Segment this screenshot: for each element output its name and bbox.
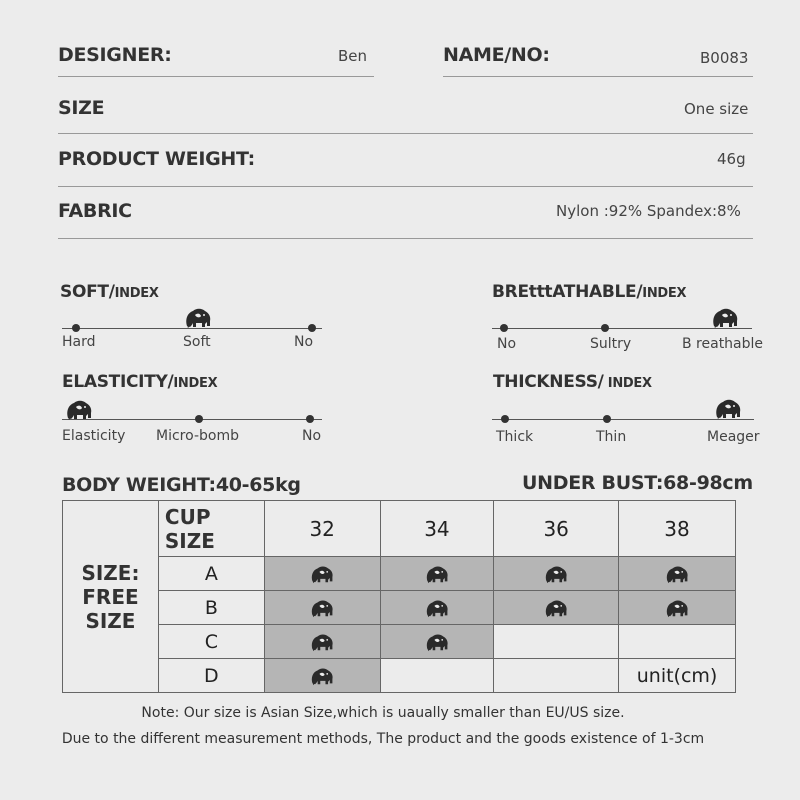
breathable-index-title: [492, 282, 686, 302]
under-bust: UNDER BUST:68-98cm: [522, 472, 753, 494]
column-header: 32: [264, 501, 380, 557]
elasticity-index-title: [62, 372, 217, 392]
weight-value: 46g: [717, 150, 746, 168]
mammoth-icon: [424, 598, 450, 619]
mammoth-icon: [309, 564, 335, 585]
column-header: 34: [380, 501, 494, 557]
thickness-dot-thin: [603, 415, 611, 423]
size-value: One size: [684, 100, 749, 118]
soft-dot-no: [308, 324, 316, 332]
name-label: NAME/NO:: [443, 44, 550, 66]
fabric-label: FABRIC: [58, 200, 132, 222]
note-line-2: Due to the different measurement methods, The product and the goods existence of 1-3cm: [61, 731, 705, 747]
table-cell: [380, 591, 494, 625]
mammoth-icon: [710, 306, 740, 330]
breathable-sub: INDEX: [642, 286, 687, 301]
table-cell: [264, 659, 380, 693]
soft-sub: INDEX: [114, 286, 159, 301]
breathable-dot-no: [500, 324, 508, 332]
thickness-label-thin: Thin: [596, 429, 627, 445]
soft-dot-hard: [72, 324, 80, 332]
table-cell: [264, 591, 380, 625]
weight-label: PRODUCT WEIGHT:: [58, 148, 255, 170]
mammoth-icon: [424, 632, 450, 653]
divider: [58, 186, 753, 187]
breathable-dot-sultry: [601, 324, 609, 332]
mammoth-icon: [543, 564, 569, 585]
table-cell: [494, 659, 619, 693]
table-cell: [264, 557, 380, 591]
divider: [58, 238, 753, 239]
column-header: 36: [494, 501, 619, 557]
table-cell: [264, 625, 380, 659]
table-row: [63, 625, 736, 659]
size-label: SIZE: [58, 97, 105, 119]
breathable-title: BREtttATHABLE/: [492, 282, 643, 302]
note-line-1: Note: Our size is Asian Size,which is uaually smaller than EU/US size.: [141, 705, 625, 721]
breathable-label-sultry: Sultry: [590, 336, 632, 352]
row-header: B: [158, 591, 264, 625]
mammoth-icon: [64, 398, 94, 422]
unit-cell: unit(cm): [619, 659, 736, 693]
mammoth-icon: [424, 564, 450, 585]
fabric-value: Nylon :92% Spandex:8%: [556, 202, 741, 220]
row-header: A: [158, 557, 264, 591]
elasticity-dot-no: [306, 415, 314, 423]
table-cell: [380, 557, 494, 591]
divider: [58, 76, 374, 77]
table-cell: [380, 659, 494, 693]
table-header-row: [63, 501, 736, 557]
table-row: [63, 659, 736, 693]
mammoth-icon: [543, 598, 569, 619]
mammoth-icon: [309, 598, 335, 619]
thickness-index-title: [493, 372, 652, 392]
mammoth-icon: [183, 306, 213, 330]
breathable-label-no: No: [497, 336, 517, 352]
elasticity-label-elasticity: Elasticity: [62, 428, 126, 444]
soft-label-hard: Hard: [62, 334, 96, 350]
table-cell: [494, 557, 619, 591]
size-table: [62, 500, 736, 693]
thickness-sub: INDEX: [603, 376, 652, 391]
column-header: 38: [619, 501, 736, 557]
body-weight: BODY WEIGHT:40-65kg: [62, 474, 301, 496]
mammoth-icon: [713, 397, 743, 421]
table-cell: [619, 625, 736, 659]
mammoth-icon: [664, 564, 690, 585]
designer-value: Ben: [338, 47, 368, 65]
elasticity-sub: INDEX: [173, 376, 218, 391]
designer-label: DESIGNER:: [58, 44, 172, 66]
soft-label-no: No: [294, 334, 314, 350]
mammoth-icon: [309, 632, 335, 653]
divider: [58, 133, 753, 134]
soft-title: SOFT/: [60, 282, 115, 302]
table-cell: [380, 625, 494, 659]
table-row: [63, 557, 736, 591]
table-cell: [494, 625, 619, 659]
size-label-line1: SIZE:: [81, 560, 140, 585]
breathable-label-breathable: B reathable: [682, 336, 764, 352]
table-row: [63, 591, 736, 625]
elasticity-scale: [62, 419, 322, 420]
size-label-line2: FREE SIZE: [82, 584, 139, 633]
soft-label-soft: Soft: [183, 334, 211, 350]
elasticity-label-microbomb: Micro-bomb: [156, 428, 239, 444]
elasticity-label-no: No: [302, 428, 322, 444]
row-header: C: [158, 625, 264, 659]
elasticity-dot-micro: [195, 415, 203, 423]
table-cell: [494, 591, 619, 625]
thickness-label-meager: Meager: [707, 429, 760, 445]
thickness-label-thick: Thick: [496, 429, 534, 445]
thickness-title: THICKNESS/: [493, 372, 604, 392]
name-value: B0083: [700, 49, 749, 67]
table-cell: [619, 557, 736, 591]
table-cell: [619, 591, 736, 625]
size-label-cell: [63, 501, 159, 693]
thickness-dot-thick: [501, 415, 509, 423]
elasticity-title: ELASTICITY/: [62, 372, 174, 392]
mammoth-icon: [664, 598, 690, 619]
cup-size-header: CUP SIZE: [158, 501, 264, 557]
soft-index-title: [60, 282, 159, 302]
mammoth-icon: [309, 666, 335, 687]
row-header: D: [158, 659, 264, 693]
divider: [443, 76, 753, 77]
